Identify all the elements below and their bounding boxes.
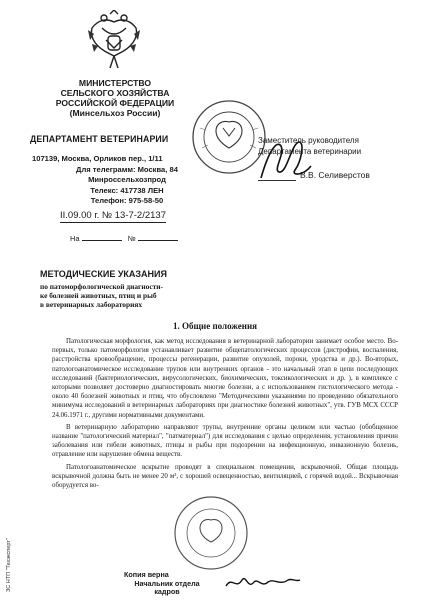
address-block xyxy=(32,154,202,207)
reference-prefix: На xyxy=(70,234,80,243)
paragraph: В ветеринарную лабораторию направляют трупы, внутренние органы целиком или частью (обобщенное название "патологический материал", "патматериал") для исследования с целью определения, установления причин заболевания или гибели животных, птицы и рыбы при подозрении на инфекционную, инвазионную болезнь, отравление или нарушение обмена веществ. xyxy=(52,423,398,459)
bottom-signature-icon xyxy=(222,572,302,594)
address-line: Телефон: 975-58-50 xyxy=(90,196,164,205)
stamp-line: Копия верна xyxy=(124,570,169,579)
copy-stamp xyxy=(118,571,216,597)
document-subtitle xyxy=(40,282,163,309)
reference-number-label: № xyxy=(127,234,136,243)
approval-title-line: Заместитель руководителя xyxy=(258,136,359,145)
address-line: 107139, Москва, Орликов пер., 1/11 xyxy=(32,154,163,163)
subtitle-line: ке болезней животных, птиц и рыб xyxy=(40,291,157,300)
address-line: Для телеграмм: Москва, 84 xyxy=(76,164,178,174)
section-heading: 1. Общие положения xyxy=(172,321,258,331)
subtitle-line: в ветеринарных лабораториях xyxy=(40,300,143,309)
stamp-line: Начальник отдела xyxy=(134,578,200,588)
stamp-line: кадров xyxy=(154,587,180,597)
ministry-line: МИНИСТЕРСТВО xyxy=(78,78,152,88)
approval-signer: В.В. Селиверстов xyxy=(300,170,370,180)
paragraph: Патологическая морфология, как метод исследования в ветеринарной лаборатории занимает особое место. Во-первых, только патоморфология устанавливает развитие общепатологических процессов (дистрофии, воспаления, расстройства кровообращение, процессы регенерации, развитие опухолей, пороки, уродства и др.). Во-вторых, патологоанатомическое исследование трупов или внутренних органов - это начальный этап в цепи последующих исследований (бактериологических, вирусологических, биохимических, токсикологических и др. ), в комплексе с которыми позволяет достоверно диагностировать многие болезни, а с использованием гистологического метода - около 40 болезней животных и птиц, что обусловлено "Методическими указаниями по проведению обязательного минимума исследований в ветеринарных лабораториях при диагностике болезней животных", утв. ГУВ МСХ СССР 24.06.1971 г., другими нормативными документами. xyxy=(52,338,398,419)
address-line: Минроссельхозпрод xyxy=(88,175,166,184)
address-line: Телекс: 417738 ЛЕН xyxy=(90,185,164,195)
bottom-round-seal-icon xyxy=(172,494,250,572)
coat-of-arms-icon xyxy=(84,10,144,74)
date-number-line: II.09.00 г. № 13-7-2/2137 xyxy=(60,210,166,221)
side-code-label: ЗС НТП "Техэксперт" xyxy=(6,538,12,592)
document-title: МЕТОДИЧЕСКИЕ УКАЗАНИЯ xyxy=(40,269,167,279)
ministry-header xyxy=(40,78,190,118)
paragraph: Патологоанатомическое вскрытие проводят в специальном помещении, вскрывочной. Общая площадь вскрывочной должна быть не менее 20 м², с хорошей освещенностью, вентиляцией, с горячей водой... Вскрывочная оборудуется во- xyxy=(52,463,398,490)
body-text xyxy=(52,337,398,491)
ministry-line: РОССИЙСКОЙ ФЕДЕРАЦИИ xyxy=(55,98,175,108)
reference-line xyxy=(70,234,200,243)
approval-title-line: Департамента ветеринарии xyxy=(258,147,362,156)
ministry-line: (Минсельхоз России) xyxy=(69,108,161,118)
ministry-line: СЕЛЬСКОГО ХОЗЯЙСТВА xyxy=(60,88,170,98)
department-name: ДЕПАРТАМЕНТ ВЕТЕРИНАРИИ xyxy=(30,134,169,144)
subtitle-line: по патоморфологической диагности- xyxy=(40,282,163,291)
signature-underline xyxy=(258,180,296,181)
